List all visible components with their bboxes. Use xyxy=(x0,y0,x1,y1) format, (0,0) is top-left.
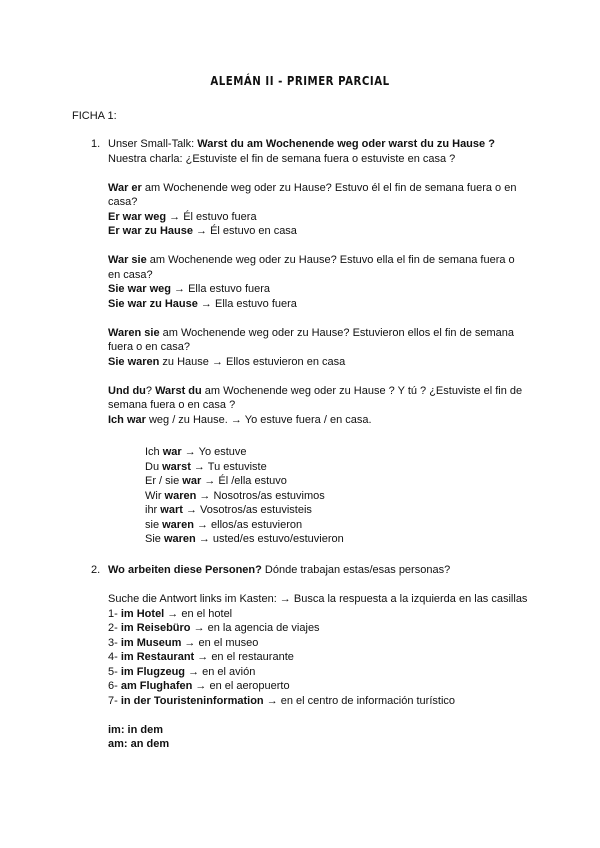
q1-intro: Unser Small-Talk: Warst du am Wochenende weg oder warst du zu Hause ? xyxy=(108,138,495,150)
page-title: ALEMÁN II - PRIMER PARCIAL xyxy=(210,74,390,88)
q1-sie-question: War sie am Wochenende weg oder zu Hause? Estuvo ella el fin de semana fuera o en casa? xyxy=(108,254,515,281)
conjugation-row: Ich war → Yo estuve xyxy=(145,446,247,458)
q1-du-question: Und du? Warst du am Wochenende weg oder zu Hause ? Y tú ? ¿Estuviste el fin de semana fuera o en casa ? xyxy=(108,384,523,411)
q1-plural-question: Waren sie am Wochenende weg oder zu Hause? Estuvieron ellos el fin de semana fuera o en casa? xyxy=(108,326,515,353)
question-number: 2. xyxy=(91,564,101,576)
note-am: am: an dem xyxy=(108,738,170,750)
list-item: 6- am Flughafen → en el aeropuerto xyxy=(108,680,290,692)
conjugation-row: Sie waren → usted/es estuvo/estuvieron xyxy=(145,533,344,545)
list-item: 1- im Hotel → en el hotel xyxy=(108,607,233,620)
q2-question: Wo arbeiten diese Personen? Dónde trabajan estas/esas personas? xyxy=(108,564,451,576)
note-im: im: in dem xyxy=(108,723,164,736)
question-1 xyxy=(91,137,528,427)
q1-plural-answer: Sie waren zu Hause → Ellos estuvieron en casa xyxy=(108,355,346,368)
q1-er-answer-b: Er war zu Hause → Él estuvo en casa xyxy=(108,225,297,237)
q1-sie-answer-a: Sie war weg → Ella estuvo fuera xyxy=(108,283,271,295)
conjugation-row: Du warst → Tu estuviste xyxy=(145,460,267,473)
conjugation-list xyxy=(145,445,344,547)
list-item: 3- im Museum → en el museo xyxy=(108,636,259,649)
q1-ich-answer: Ich war weg / zu Hause. → Yo estuve fuera / en casa. xyxy=(108,413,372,426)
q1-sie-answer-b: Sie war zu Hause → Ella estuvo fuera xyxy=(108,297,297,310)
question-2 xyxy=(91,563,528,752)
q1-er-answer-a: Er war weg → Él estuvo fuera xyxy=(108,210,257,223)
question-number: 1. xyxy=(91,138,101,150)
q2-instruction: Suche die Antwort links im Kasten: → Busca la respuesta a la izquierda en las casillas xyxy=(108,593,528,605)
list-item: 7- in der Touristeninformation → en el centro de información turístico xyxy=(108,694,456,707)
ficha-heading: FICHA 1: xyxy=(72,110,117,122)
q1-er-question: War er am Wochenende weg oder zu Hause? Estuvo él el fin de semana fuera o en casa? xyxy=(108,181,517,208)
list-item: 5- im Flugzeug → en el avión xyxy=(108,665,256,678)
q1-translation: Nuestra charla: ¿Estuviste el fin de semana fuera o estuviste en casa ? xyxy=(108,152,456,165)
conjugation-row: Er / sie war → Él /ella estuvo xyxy=(145,475,287,487)
conjugation-row: Wir waren → Nosotros/as estuvimos xyxy=(145,489,325,502)
list-item: 2- im Reisebüro → en la agencia de viajes xyxy=(108,622,320,634)
list-item: 4- im Restaurant → en el restaurante xyxy=(108,651,294,663)
conjugation-row: ihr wart → Vosotros/as estuvisteis xyxy=(145,504,312,516)
conjugation-row: sie waren → ellos/as estuvieron xyxy=(145,518,303,531)
